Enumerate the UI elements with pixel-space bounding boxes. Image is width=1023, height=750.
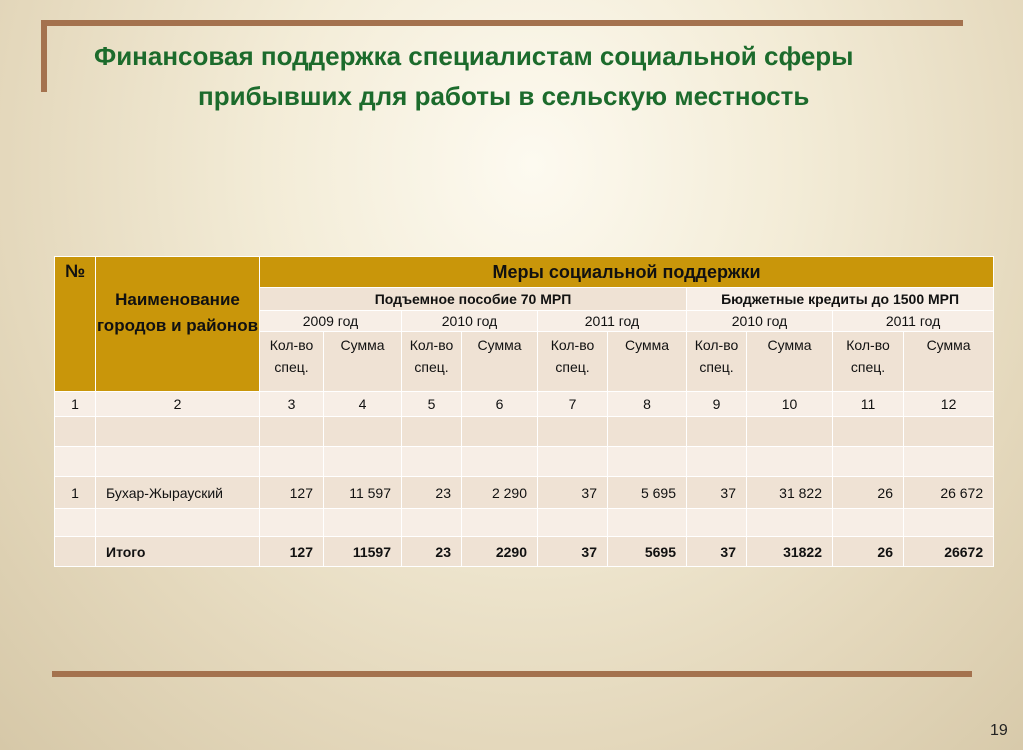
header-count: Кол-во спец. (538, 332, 608, 392)
cell-value: 11 597 (324, 477, 402, 509)
index-cell: 1 (55, 392, 96, 417)
cell-value: 23 (402, 477, 462, 509)
title-line-2: прибывших для работы в сельскую местность (198, 81, 810, 111)
index-cell: 4 (324, 392, 402, 417)
cell-number: 1 (55, 477, 96, 509)
cell-total-value: 127 (260, 537, 324, 567)
header-sum: Сумма (608, 332, 687, 392)
cell-value: 26 (833, 477, 904, 509)
header-relocation-allowance: Подъемное пособие 70 МРП (260, 288, 687, 311)
cell-total-value: 26672 (904, 537, 994, 567)
cell-value: 37 (538, 477, 608, 509)
cell-value: 26 672 (904, 477, 994, 509)
header-budget-credits: Бюджетные кредиты до 1500 МРП (687, 288, 994, 311)
frame-left-bar (41, 20, 47, 92)
cell-number (55, 537, 96, 567)
index-cell: 11 (833, 392, 904, 417)
index-cell: 10 (747, 392, 833, 417)
index-cell: 7 (538, 392, 608, 417)
header-sum: Сумма (904, 332, 994, 392)
slide-title (60, 36, 1000, 116)
header-year: 2010 год (687, 311, 833, 332)
cell-total-value: 11597 (324, 537, 402, 567)
header-sum: Сумма (324, 332, 402, 392)
header-sum: Сумма (747, 332, 833, 392)
table-row (55, 477, 994, 509)
cell-total-value: 37 (687, 537, 747, 567)
index-cell: 9 (687, 392, 747, 417)
header-count: Кол-во спец. (687, 332, 747, 392)
index-cell: 2 (96, 392, 260, 417)
header-year: 2011 год (538, 311, 687, 332)
cell-total-value: 5695 (608, 537, 687, 567)
header-count: Кол-во спец. (402, 332, 462, 392)
empty-row (55, 447, 994, 477)
index-cell: 3 (260, 392, 324, 417)
frame-bottom-bar (52, 671, 972, 677)
cell-value: 2 290 (462, 477, 538, 509)
cell-district: Бухар-Жырауский (96, 477, 260, 509)
header-year: 2009 год (260, 311, 402, 332)
empty-row (55, 509, 994, 537)
cell-total-value: 37 (538, 537, 608, 567)
index-cell: 12 (904, 392, 994, 417)
cell-value: 37 (687, 477, 747, 509)
header-support-measures: Меры социальной поддержки (260, 257, 994, 288)
title-line-1: Финансовая поддержка специалистам социальной сферы (94, 41, 854, 71)
header-year: 2010 год (402, 311, 538, 332)
cell-total-value: 2290 (462, 537, 538, 567)
index-cell: 6 (462, 392, 538, 417)
support-table (54, 256, 994, 567)
header-number: № (55, 257, 96, 392)
cell-total-value: 23 (402, 537, 462, 567)
header-count: Кол-во спец. (260, 332, 324, 392)
index-cell: 8 (608, 392, 687, 417)
index-cell: 5 (402, 392, 462, 417)
cell-total-value: 31822 (747, 537, 833, 567)
total-row (55, 537, 994, 567)
cell-value: 31 822 (747, 477, 833, 509)
page-number: 19 (990, 722, 1008, 739)
cell-value: 127 (260, 477, 324, 509)
header-name: Наименование городов и районов (96, 257, 260, 392)
cell-total-value: 26 (833, 537, 904, 567)
cell-total-label: Итого (96, 537, 260, 567)
empty-row (55, 417, 994, 447)
header-sum: Сумма (462, 332, 538, 392)
header-count: Кол-во спец. (833, 332, 904, 392)
header-year: 2011 год (833, 311, 994, 332)
cell-value: 5 695 (608, 477, 687, 509)
frame-top-bar (41, 20, 963, 26)
index-row (55, 392, 994, 417)
